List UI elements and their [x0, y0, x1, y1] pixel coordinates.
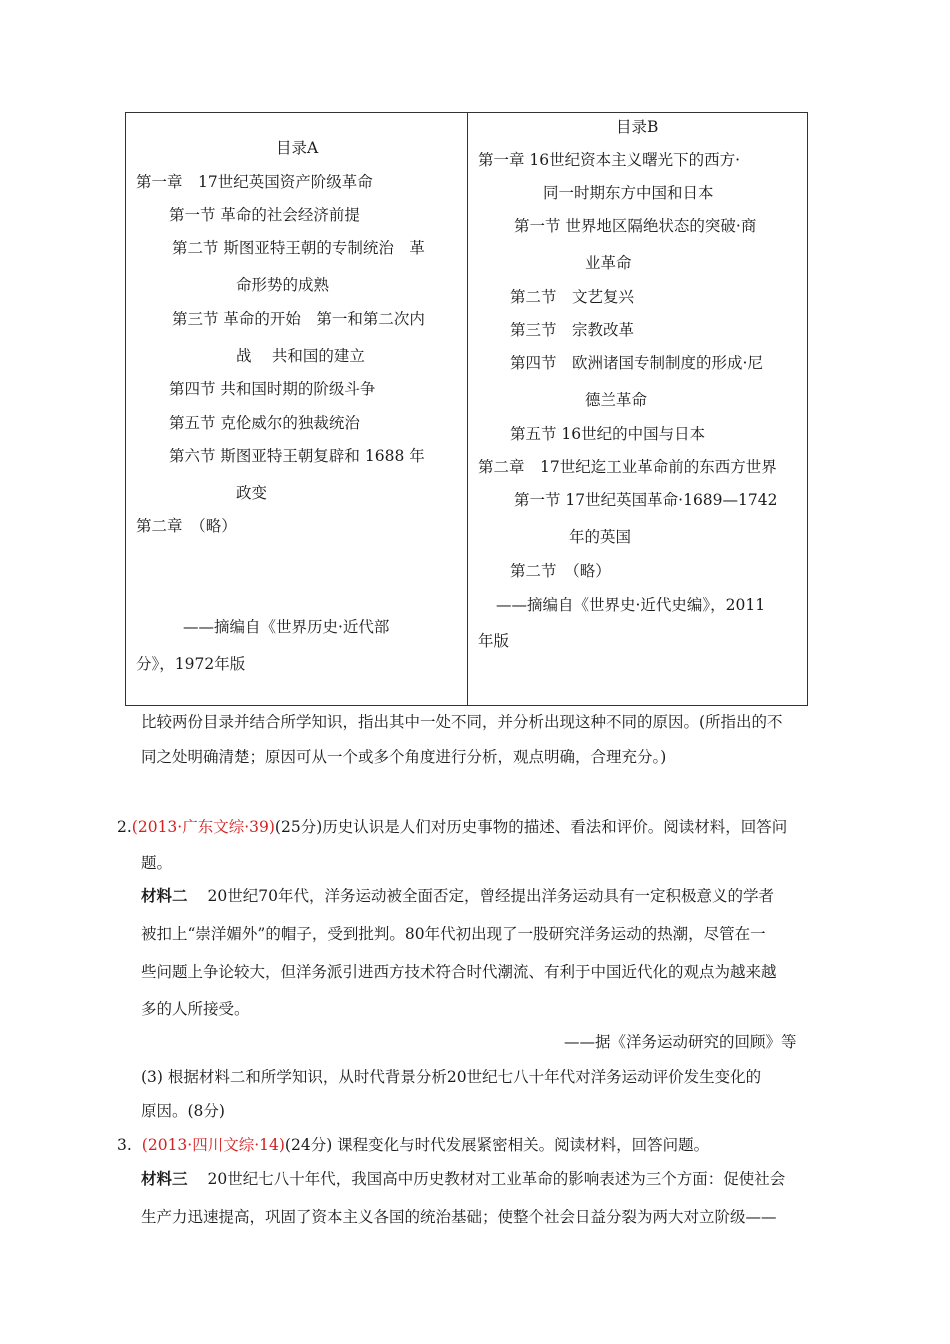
toc-b-line: 第四节 欧洲诸国专制制度的形成·尼 [510, 354, 763, 372]
material-2-line [141, 886, 774, 906]
toc-b-source: 年版 [478, 632, 510, 650]
toc-a-line: 第一节 革命的社会经济前提 [169, 206, 360, 224]
material-label: 材料二 [141, 886, 188, 905]
toc-a-source: 分》，1972年版 [136, 655, 246, 673]
material-3-line: 生产力迅速提高，巩固了资本主义各国的统治基础；使整个社会日益分裂为两大对立阶级—— [141, 1208, 777, 1226]
question-stem: (25分)历史认识是人们对历史事物的描述、看法和评价。阅读材料，回答问 [274, 818, 788, 836]
question-number: 3. [117, 1136, 132, 1154]
material-2-line: 多的人所接受。 [141, 1000, 250, 1018]
toc-b-line: 年的英国 [569, 528, 632, 546]
toc-a-line: 第五节 克伦威尔的独裁统治 [169, 414, 360, 432]
toc-b-title: 目录B [616, 118, 659, 136]
material-text: 20世纪70年代，洋务运动被全面否定，曾经提出洋务运动具有一定积极意义的学者 [207, 887, 774, 905]
material-3-line [141, 1169, 785, 1189]
toc-a-line: 政变 [236, 484, 268, 502]
toc-b-line: 业革命 [585, 254, 632, 272]
toc-a-line: 第二节 斯图亚特王朝的专制统治 革 [172, 239, 425, 257]
toc-a-line: 第二章 （略） [136, 517, 237, 535]
toc-a-line: 战 共和国的建立 [236, 347, 365, 365]
toc-a-line: 第一章 17世纪英国资产阶级革命 [136, 173, 373, 191]
question-2-subquestion: 原因。(8分) [141, 1102, 225, 1120]
material-2-line: 被扣上“崇洋媚外”的帽子，受到批判。80年代初出现了一股研究洋务运动的热潮，尽管在一 [141, 925, 766, 943]
question-source: (2013·四川文综·14) [141, 1136, 285, 1154]
toc-b-line: 同一时期东方中国和日本 [543, 184, 714, 202]
question-2-stem: 题。 [141, 854, 173, 872]
toc-a-title: 目录A [276, 139, 319, 157]
toc-column-divider [467, 112, 468, 706]
question-stem: (24分) 课程变化与时代发展紧密相关。阅读材料，回答问题。 [284, 1136, 710, 1154]
material-2-line: 些问题上争论较大，但洋务派引进西方技术符合时代潮流、有利于中国近代化的观点为越来越 [141, 963, 777, 981]
material-label: 材料三 [141, 1169, 188, 1188]
material-2-citation: ——据《洋务运动研究的回顾》等 [564, 1033, 797, 1051]
question-2-subquestion: (3) 根据材料二和所学知识，从时代背景分析20世纪七八十年代对洋务运动评价发生变化的 [141, 1068, 762, 1086]
toc-b-source: ——摘编自《世界史·近代史编》，2011 [496, 596, 766, 614]
toc-b-line: 第一节 世界地区隔绝状态的突破·商 [514, 217, 757, 235]
question-source: (2013·广东文综·39) [131, 818, 275, 836]
toc-a-source: ——摘编自《世界历史·近代部 [183, 618, 390, 636]
toc-b-line: 第二节 （略） [510, 562, 611, 580]
material-text: 20世纪七八十年代，我国高中历史教材对工业革命的影响表述为三个方面：促使社会 [207, 1170, 786, 1188]
toc-b-line: 第二章 17世纪迄工业革命前的东西方世界 [478, 458, 777, 476]
toc-b-line: 第五节 16世纪的中国与日本 [510, 425, 706, 443]
question-number: 2. [117, 818, 132, 836]
toc-a-line: 第四节 共和国时期的阶级斗争 [169, 380, 376, 398]
toc-b-line: 第一章 16世纪资本主义曙光下的西方· [478, 151, 741, 169]
toc-a-line: 第六节 斯图亚特王朝复辟和 1688 年 [169, 447, 425, 465]
toc-a-line: 第三节 革命的开始 第一和第二次内 [172, 310, 425, 328]
question-1-prompt: 同之处明确清楚；原因可从一个或多个角度进行分析，观点明确，合理充分。) [141, 748, 667, 766]
toc-b-line: 第三节 宗教改革 [510, 321, 635, 339]
question-1-prompt: 比较两份目录并结合所学知识，指出其中一处不同，并分析出现这种不同的原因。(所指出的不 [141, 713, 783, 731]
toc-b-line: 第二节 文艺复兴 [510, 288, 635, 306]
toc-b-line: 德兰革命 [585, 391, 648, 409]
toc-a-line: 命形势的成熟 [236, 276, 330, 294]
question-3-header [117, 1135, 709, 1155]
toc-b-line: 第一节 17世纪英国革命·1689—1742 [514, 491, 778, 509]
question-2-header [117, 817, 787, 837]
